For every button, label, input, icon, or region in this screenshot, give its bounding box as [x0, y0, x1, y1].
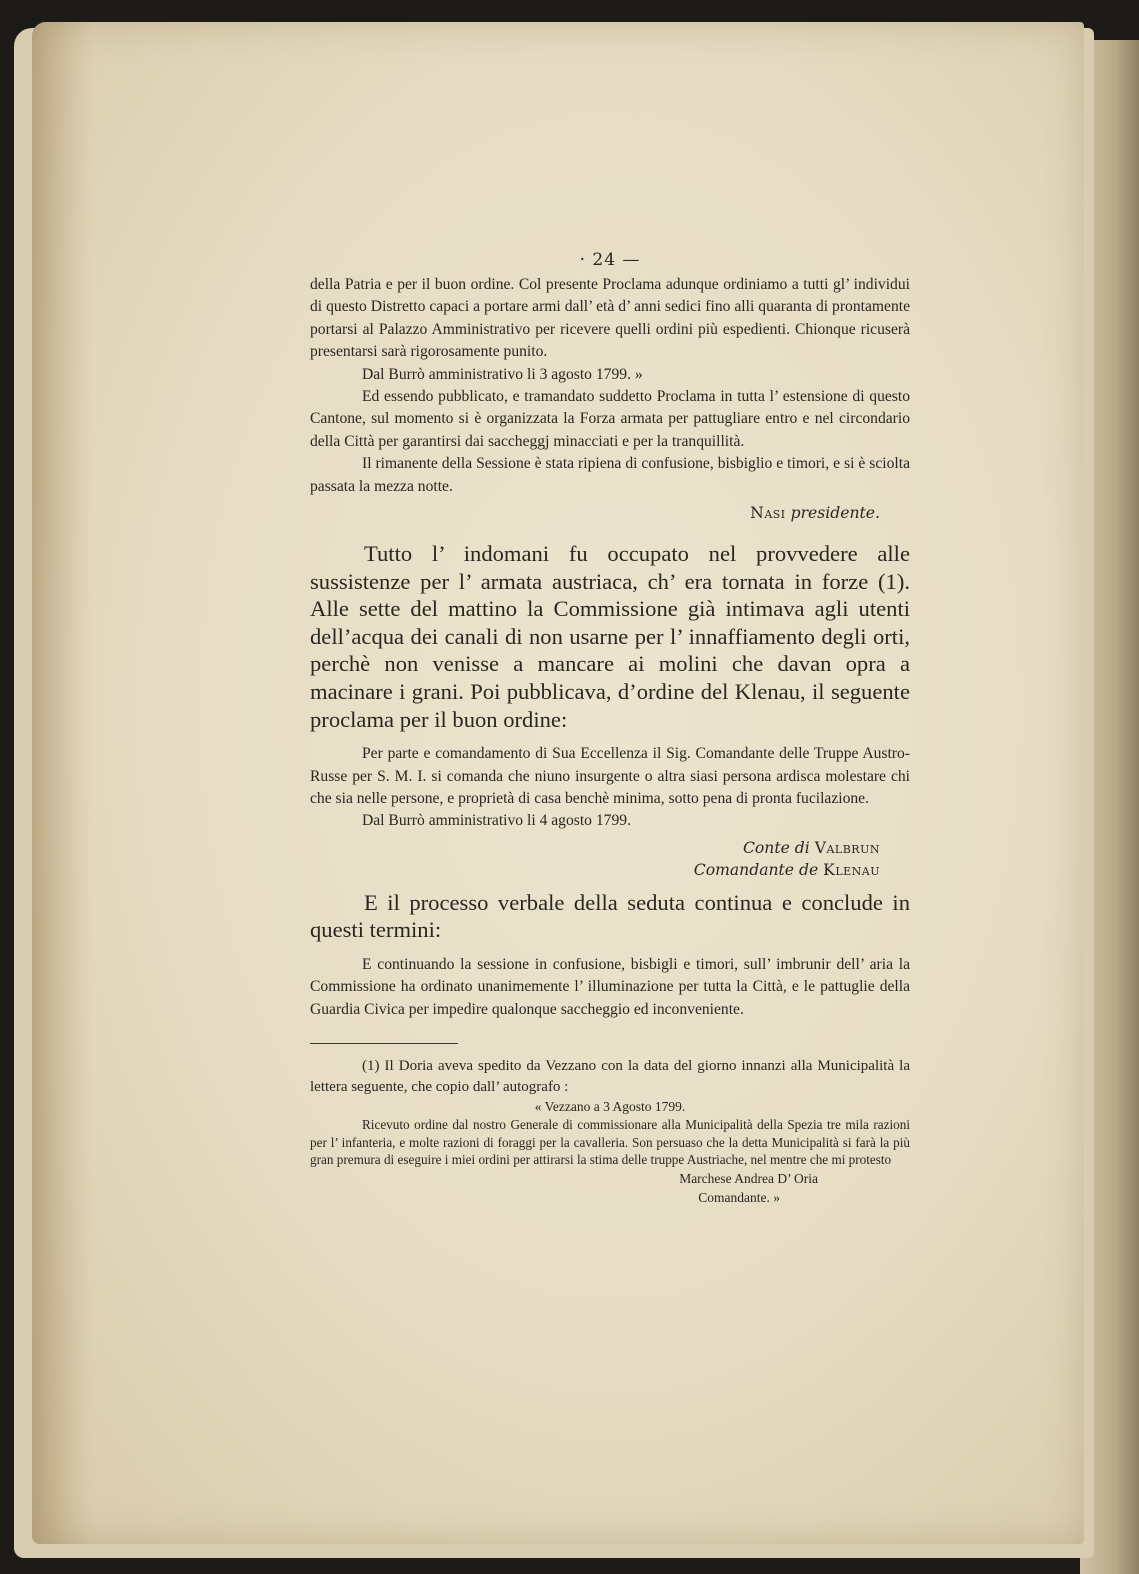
signature-2-name-2: Klenau	[823, 860, 880, 879]
footnote-letter-body: Ricevuto ordine dal nostro Generale di commissionare alla Municipalità della Spezia tre mila razioni per l’ infanteria, e molte razioni di foraggi per la cavalleria. Son persuaso che la detta Municipalità si farà la più gran premura di eseguire i miei ordini per attirarsi la stima delle truppe Austriache, nel mentre che mi protesto	[310, 1117, 910, 1168]
signature-2-prefix-2: Comandante de	[693, 860, 819, 879]
verbale-text: E continuando la sessione in confusione, bisbigli e timori, sull’ imbrunir dell’ aria la Commissione ha ordinato unanimemente l’ illuminazione per tutta la Città, e le pattuglie della Guardia Civica per impedire qualonque saccheggio ed inconveniente.	[310, 956, 910, 1018]
date-line-1: Dal Burrò amministrativo li 3 agosto 1799. »	[362, 365, 643, 383]
spine-shadow	[32, 22, 92, 1544]
footnote-letter-heading: « Vezzano a 3 Agosto 1799.	[534, 1099, 686, 1115]
page-number: · 24 —	[579, 250, 641, 270]
footnote-signer: Marchese Andrea D’ Oria	[679, 1170, 818, 1186]
signature-valbrun	[310, 837, 910, 881]
signature-title: presidente.	[790, 504, 880, 523]
page-content	[310, 250, 910, 1207]
published-paragraph: Ed essendo pubblicato, e tramandato suddetto Proclama in tutta l’ estensione di questo Cantone, sul momento si è organizzata la Forza armata per pattugliare entro e nel circondario della Città per garantirsi dai saccheggj minacciati e per la tranquillità.	[310, 388, 910, 450]
signature-nasi	[310, 502, 910, 524]
main-paragraph-1: Tutto l’ indomani fu occupato nel provvedere alle sussistenze per l’ armata austriaca, ch’ era tornata in forze (1). Alle sette del mattino la Commissione già intimava agli utenti dell’acqua dei canali di non usarne per l’ innaffiamento degli orti, perchè non venisse a mancare ai molini che davan opra a macinare i grani. Poi pubblicava, d’ordine del Klenau, il seguente proclama per il buon ordine:	[310, 541, 910, 732]
main-paragraph-2: E il processo verbale della seduta continua e conclude in questi termini:	[310, 889, 910, 943]
date-line-2: Dal Burrò amministrativo li 4 agosto 1799.	[362, 812, 631, 830]
session-paragraph: Il rimanente della Sessione è stata ripiena di confusione, bisbiglio e timori, e si è sciolta passata la mezza notte.	[310, 455, 910, 495]
proclama-text: Per parte e comandamento di Sua Eccellenza il Sig. Comandante delle Truppe Austro-Russe per S. M. I. si comanda che niuno insurgente o altra siasi persona ardisca molestare chi che sia nelle persone, e proprietà di casa benchè minima, sotto pena di pronta fucilazione.	[310, 745, 910, 808]
proclamation-continuation: della Patria e per il buon ordine. Col presente Proclama adunque ordiniamo a tutti gl’ individui di questo Distretto capaci a portare armi dall’ età d’ anni sedici fino alli quaranta di prontamente portarsi al Palazzo Amministrativo per ricevere quelli ordini più espedienti. Chionque ricuserà presentarsi sarà rigorosamente punito.	[310, 276, 910, 361]
signature-name: Nasi	[750, 504, 786, 523]
footnote-signer-title: Comandante. »	[698, 1189, 780, 1205]
footnote-divider	[310, 1043, 458, 1044]
signature-2-prefix-1: Conte di	[742, 838, 810, 857]
signature-2-name-1: Valbrun	[814, 838, 880, 857]
footnote-intro: (1) Il Doria aveva spedito da Vezzano con la data del giorno innanzi alla Municipalità la lettera seguente, che copio dall’ autografo :	[310, 1058, 910, 1096]
